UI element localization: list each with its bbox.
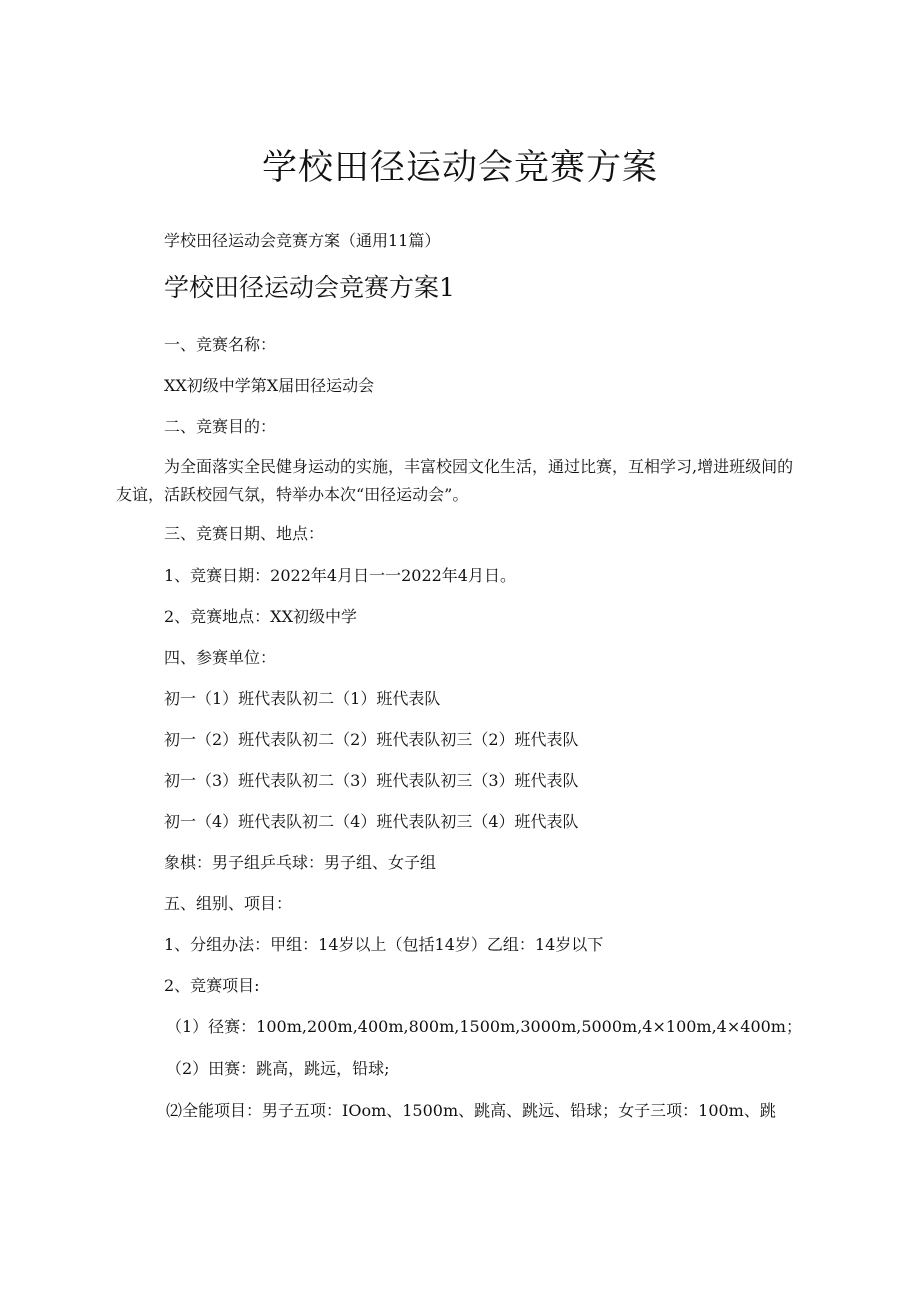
text-line: 初一（4）班代表队初二（4）班代表队初三（4）班代表队 bbox=[164, 812, 579, 831]
text-line: 二、竞赛目的： bbox=[164, 417, 277, 436]
text-line: （1）径赛：100m,200m,400m,800m,1500m,3000m,5000m,4×100m,4×400m； bbox=[166, 1017, 802, 1036]
text-line: 2、竞赛项目: bbox=[164, 976, 260, 995]
document-subtitle: 学校田径运动会竞赛方案（通用11篇） bbox=[164, 231, 441, 250]
text-line: 1、分组办法：甲组：14岁以上（包括14岁）乙组：14岁以下 bbox=[164, 935, 604, 954]
text-line: 初一（3）班代表队初二（3）班代表队初三（3）班代表队 bbox=[164, 771, 579, 790]
purpose-paragraph: 为全面落实全民健身运动的实施，丰富校园文化生活，通过比赛，互相学习,增进班级间的友谊，活跃校园气氛，特举办本次“田径运动会”。 bbox=[116, 457, 794, 504]
text-line: 五、组别、项目： bbox=[164, 894, 293, 913]
text-line: 1、竞赛日期：2022年4月日一一2022年4月日。 bbox=[164, 566, 516, 585]
text-line: 一、竞赛名称： bbox=[164, 335, 277, 354]
text-line: 初一（1）班代表队初二（1）班代表队 bbox=[164, 689, 441, 708]
text-line: 象棋：男子组乒乓球：男子组、女子组 bbox=[164, 853, 437, 872]
text-line: XX初级中学第X届田径运动会 bbox=[164, 376, 375, 395]
text-line: 四、参赛单位： bbox=[164, 648, 277, 667]
text-line: 三、竞赛日期、地点： bbox=[164, 524, 325, 543]
document-title: 学校田径运动会竞赛方案 bbox=[261, 148, 658, 188]
text-line: 2、竞赛地点：XX初级中学 bbox=[164, 607, 357, 626]
section-heading: 学校田径运动会竞赛方案1 bbox=[164, 273, 455, 302]
text-line: ⑵全能项目：男子五项：IOom、1500m、跳高、跳远、铅球；女子三项：100m、跳 bbox=[166, 1101, 776, 1120]
text-line: （2）田赛：跳高，跳远，铅球; bbox=[166, 1059, 390, 1078]
text-line: 初一（2）班代表队初二（2）班代表队初三（2）班代表队 bbox=[164, 730, 579, 749]
